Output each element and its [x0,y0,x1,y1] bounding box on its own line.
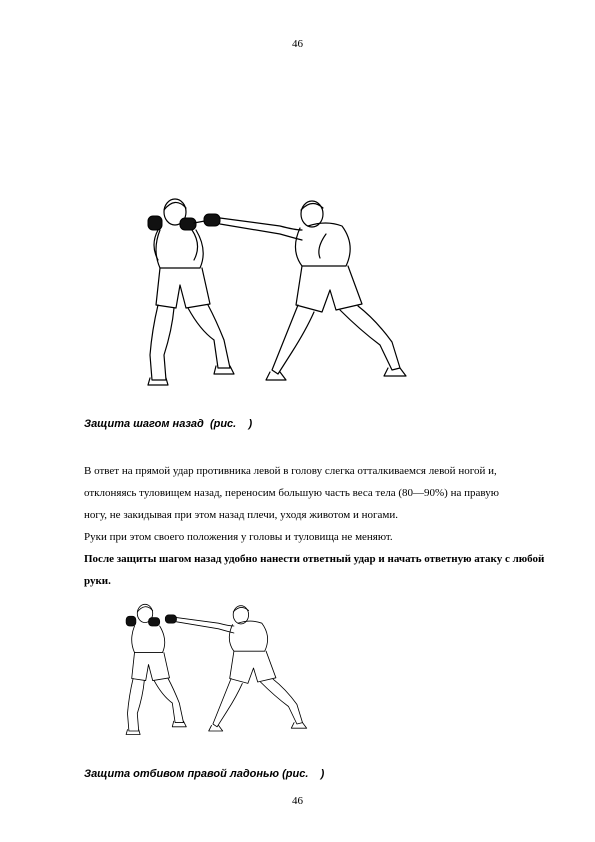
boxers-illustration-2 [100,598,330,738]
paragraph-line: отклоняясь туловищем назад, переносим большую часть веса тела (80—90%) на правую [84,487,499,499]
defending-boxer-figure-2 [126,604,186,734]
section-heading-right-palm-parry: Защита отбивом правой ладонью (рис. ) [84,768,325,780]
paragraph-line: Руки при этом своего положения у головы и туловища не меняют. [84,531,393,543]
paragraph-line: В ответ на прямой удар противника левой в голову слегка отталкиваемся левой ногой и, [84,465,497,477]
boxers-illustration-1 [130,190,420,390]
attacking-boxer-figure [204,201,406,380]
body-paragraph [84,460,544,548]
paragraph-line: ногу, не закидывая при этом назад плечи, уходя животом и ногами. [84,509,398,521]
bold-paragraph-line: руки. [84,575,111,587]
defending-boxer-figure [148,199,234,385]
section-heading-step-back: Защита шагом назад (рис. ) [84,418,253,430]
page-number-top: 46 [292,38,303,50]
attacking-boxer-figure-2 [165,606,306,731]
page-number-bottom: 46 [292,795,303,807]
bold-paragraph [84,548,549,592]
bold-paragraph-line: После защиты шагом назад удобно нанести ответный удар и начать ответную атаку с любой [84,553,545,565]
